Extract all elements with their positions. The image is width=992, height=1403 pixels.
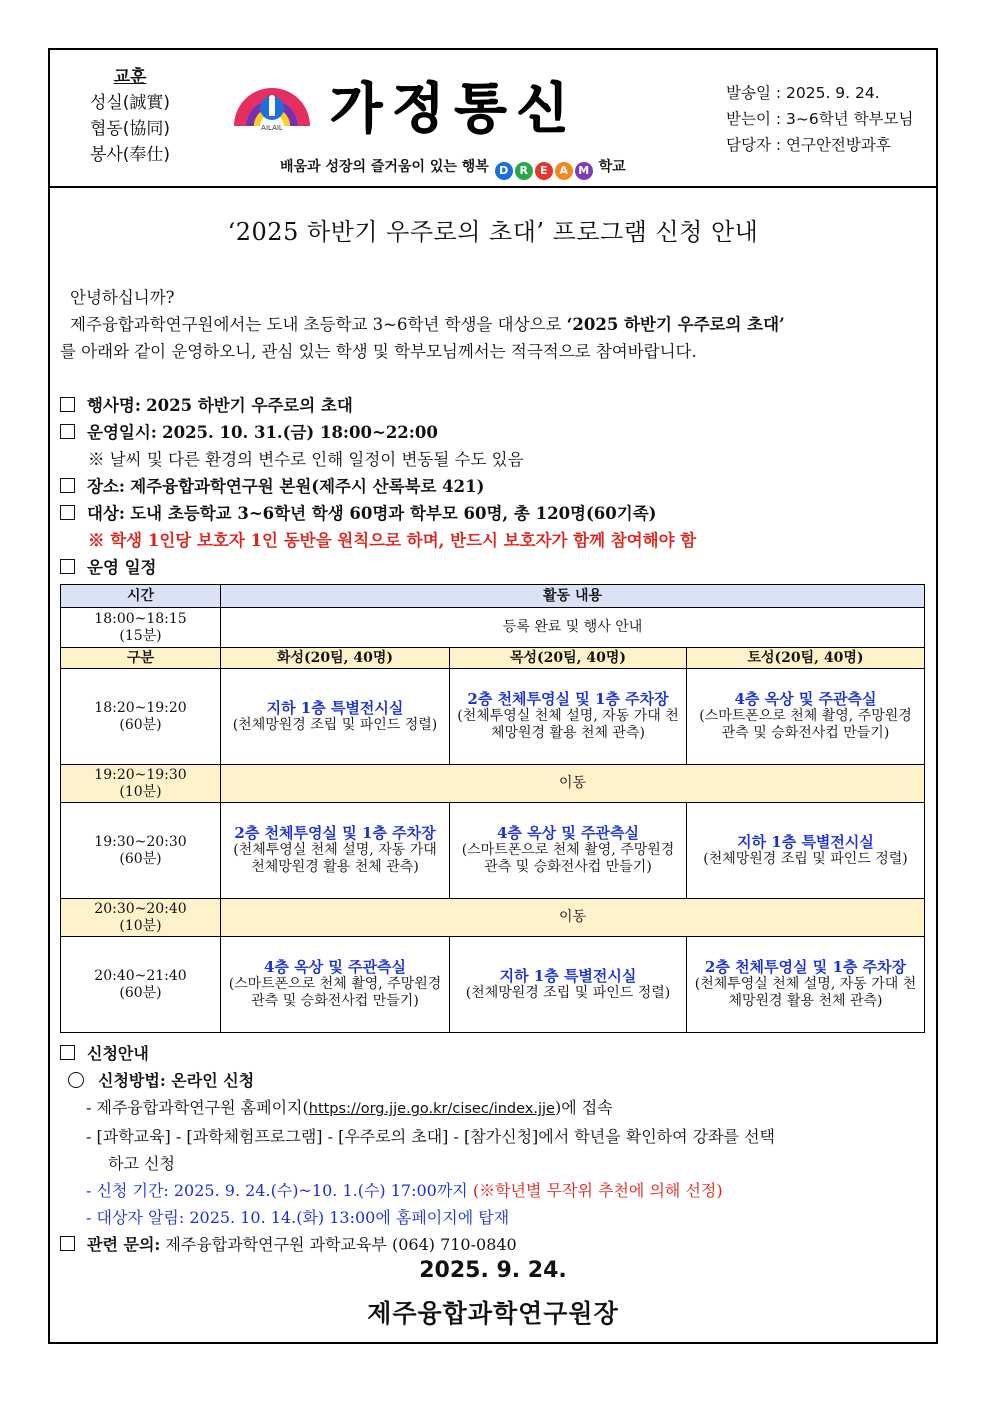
activity-desc: (천체투영실 천체 설명, 자동 가대 천체망원경 활용 천체 관측) [457, 708, 679, 741]
group-header-row [61, 648, 925, 669]
event-name-row [60, 392, 930, 419]
newsletter-logo [230, 64, 640, 177]
apply-period: - 신청 기간: 2025. 9. 24.(수)~10. 1.(수) 17:00까지 [86, 1181, 473, 1200]
checkbox-square-icon [60, 397, 75, 412]
apply-step [60, 1094, 940, 1123]
motto-title: 교훈 [113, 67, 147, 87]
program-name: ‘2025 하반기 우주로의 초대’ [566, 315, 785, 334]
sent-date: 발송일 : 2025. 9. 24. [726, 84, 880, 102]
time-duration: (15분) [119, 627, 162, 644]
target-value: 도내 초등학교 3~6학년 학생 60명과 학부모 60명, 총 120명(60기족) [130, 504, 657, 523]
slogan-suffix: 학교 [598, 159, 626, 175]
apply-step: 하고 신청 [108, 1154, 175, 1173]
date-label: 운영일시: [87, 423, 157, 442]
table-header-row [61, 585, 925, 608]
greeting-line: 안녕하십니까? [70, 288, 175, 307]
activity-title: 지하 1층 특별전시실 [737, 832, 874, 851]
event-label: 행사명: [87, 396, 141, 415]
apply-step: - [과학교육] - [과학체험프로그램] - [우주로의 초대] - [참가신청]에서 학년을 확인하여 강좌를 선택 [86, 1127, 776, 1146]
time-cell [61, 765, 221, 803]
time-cell [61, 899, 221, 937]
greeting-text: 제주융합과학연구원에서는 도내 초등학교 3~6학년 학생을 대상으로 [70, 315, 567, 334]
event-place-row [60, 473, 930, 500]
time-duration: (10분) [119, 917, 162, 934]
time-duration: (60분) [119, 850, 162, 867]
contact-label: 관련 문의: [87, 1235, 161, 1254]
motto-item: 봉사(奉仕) [89, 145, 171, 165]
homepage-link[interactable]: https://org.jje.go.kr/cisec/index.jje [308, 1101, 555, 1117]
checkbox-square-icon [60, 424, 75, 439]
greeting [60, 284, 930, 365]
activity-title: 2층 천체투영실 및 1층 주차장 [234, 824, 436, 842]
activity-cell [450, 669, 687, 765]
time-range: 18:00~18:15 [94, 610, 187, 627]
apply-heading-row [60, 1040, 940, 1067]
table-row [61, 608, 925, 648]
header-time: 시간 [61, 585, 221, 608]
apply-method-row [60, 1067, 940, 1094]
activity-cell [687, 803, 925, 899]
activity-desc: (천체망원경 조립 및 파인드 정렬) [703, 850, 908, 867]
footer-signature: 제주융합과학연구원장 [367, 1299, 619, 1328]
activity-title: 4층 옥상 및 주관측실 [263, 958, 407, 976]
time-cell [61, 937, 221, 1033]
step-text: )에 접속 [554, 1098, 613, 1117]
time-range: 19:20~19:30 [94, 766, 187, 783]
table-row [61, 803, 925, 899]
guardian-note: ※ 학생 1인당 보호자 1인 동반을 원칙으로 하며, 반드시 보호자가 함께 참여해야 함 [88, 531, 697, 550]
table-row [61, 937, 925, 1033]
dream-letter-m: M [575, 162, 593, 180]
activity-desc: (천체투영실 천체 설명, 자동 가대 천체망원경 활용 천체 관측) [233, 842, 437, 875]
checkbox-square-icon [60, 505, 75, 520]
activity-cell [221, 937, 450, 1033]
circle-bullet-icon [68, 1072, 84, 1088]
time-range: 19:30~20:30 [94, 833, 187, 850]
activity-desc: (천체투영실 천체 설명, 자동 가대 천체망원경 활용 천체 관측) [694, 976, 917, 1009]
table-row [61, 669, 925, 765]
dream-letter-d: D [495, 162, 513, 180]
footer-date: 2025. 9. 24. [419, 1258, 567, 1283]
activity-desc: (스마트폰으로 천체 촬영, 주망원경 관측 및 승화전사컵 만들기) [461, 842, 675, 875]
step-text: - 제주융합과학연구원 홈페이지( [86, 1098, 309, 1117]
activity-cell [687, 669, 925, 765]
contact-row [60, 1231, 940, 1258]
activity-title: 2층 천체투영실 및 1층 주차장 [467, 690, 669, 708]
time-cell [61, 803, 221, 899]
apply-notice: - 대상자 알림: 2025. 10. 14.(화) 13:00에 홈페이지에 탑재 [86, 1208, 510, 1227]
date-value: 2025. 10. 31.(금) 18:00~22:00 [162, 423, 438, 442]
activity-desc: (천체망원경 조립 및 파인드 정렬) [232, 716, 438, 733]
activity-cell [221, 669, 450, 765]
time-range: 20:40~21:40 [94, 967, 187, 984]
activity-desc: (스마트폰으로 천체 촬영, 주망원경 관측 및 승화전사컵 만들기) [699, 708, 912, 741]
time-duration: (60분) [119, 984, 162, 1001]
target-label: 대상: [87, 504, 125, 523]
time-duration: (10분) [119, 783, 162, 800]
motto-item: 협동(協同) [89, 119, 171, 139]
rainbow-logo-icon [230, 64, 314, 130]
group-mars: 화성(20팀, 40명) [221, 648, 450, 669]
table-row [61, 765, 925, 803]
recipient: 받는이 : 3~6학년 학부모님 [726, 110, 914, 128]
activity-title: 지하 1층 특별전시실 [499, 966, 637, 985]
time-duration: (60분) [119, 716, 162, 733]
apply-title: 신청안내 [87, 1044, 149, 1063]
newsletter-title: 가정통신 [330, 77, 579, 140]
dream-letter-r: R [515, 162, 533, 180]
letter-header [50, 50, 936, 188]
activity-desc: (천체망원경 조립 및 파인드 정렬) [465, 984, 671, 1001]
greeting-line: 를 아래와 같이 운영하오니, 관심 있는 학생 및 학부모님께서는 적극적으로 참여바랍니다. [60, 342, 697, 361]
time-range: 18:20~19:20 [94, 699, 187, 716]
motto-item: 성실(誠實) [89, 93, 171, 113]
activity-cell [450, 937, 687, 1033]
event-value: 2025 하반기 우주로의 초대 [146, 396, 353, 415]
school-slogan [280, 156, 626, 180]
application-guide [60, 1040, 940, 1258]
checkbox-square-icon [60, 478, 75, 493]
document-title: ‘2025 하반기 우주로의 초대’ 프로그램 신청 안내 [227, 218, 759, 246]
activity-cell [450, 803, 687, 899]
group-head: 구분 [61, 648, 221, 669]
header-activity: 활동 내용 [221, 585, 925, 608]
group-saturn: 토성(20팀, 40명) [687, 648, 925, 669]
table-row [61, 899, 925, 937]
time-range: 20:30~20:40 [94, 900, 187, 917]
registration-cell: 등록 완료 및 행사 안내 [221, 608, 925, 648]
activity-cell [221, 803, 450, 899]
dream-letter-a: A [555, 162, 573, 180]
activity-title: 4층 옥상 및 주관측실 [734, 690, 877, 708]
move-cell: 이동 [221, 765, 925, 803]
move-cell: 이동 [221, 899, 925, 937]
schedule-label: 운영 일정 [87, 558, 157, 577]
school-motto [80, 64, 180, 168]
event-date-row [60, 419, 930, 446]
logo-caption: AILAIL [261, 124, 283, 130]
contact-value: 제주융합과학연구원 과학교육부 (064) 710-0840 [165, 1235, 517, 1254]
event-details [60, 392, 930, 581]
date-note: ※ 날씨 및 다른 환경의 변수로 인해 일정이 변동될 수도 있음 [88, 450, 524, 469]
schedule-heading-row [60, 554, 930, 581]
checkbox-square-icon [60, 559, 75, 574]
activity-cell [687, 937, 925, 1033]
letter-meta [726, 80, 913, 158]
selection-note: (※학년별 무작위 추천에 의해 선정) [472, 1181, 723, 1200]
group-jupiter: 목성(20팀, 40명) [450, 648, 687, 669]
apply-method: 신청방법: 온라인 신청 [98, 1071, 255, 1090]
place-value: 제주융합과학연구원 본원(제주시 산록북로 421) [130, 477, 485, 496]
schedule-table [60, 584, 925, 1033]
time-cell [61, 608, 221, 648]
manager: 담당자 : 연구안전방과후 [726, 136, 891, 154]
time-cell [61, 669, 221, 765]
checkbox-square-icon [60, 1236, 75, 1251]
slogan-prefix: 배움과 성장의 즐거움이 있는 행복 [280, 159, 489, 175]
checkbox-square-icon [60, 1045, 75, 1060]
event-target-row [60, 500, 930, 527]
activity-title: 4층 옥상 및 주관측실 [496, 824, 640, 842]
activity-desc: (스마트폰으로 천체 촬영, 주망원경 관측 및 승화전사컵 만들기) [228, 976, 442, 1009]
dream-letter-e: E [535, 162, 553, 180]
activity-title: 2층 천체투영실 및 1층 주차장 [704, 958, 907, 976]
greeting-line [60, 311, 930, 338]
place-label: 장소: [87, 477, 125, 496]
apply-period-row [60, 1177, 940, 1204]
activity-title: 지하 1층 특별전시실 [266, 698, 404, 717]
